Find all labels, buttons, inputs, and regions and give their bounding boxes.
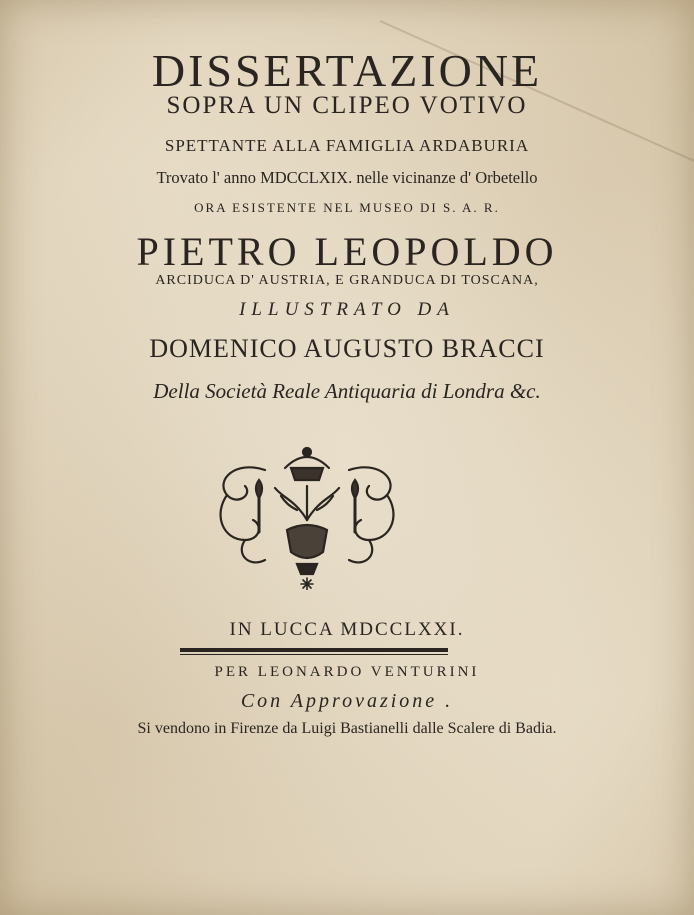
sale-note: Si vendono in Firenze da Luigi Bastianelli dalle Scalere di Badia. [137, 720, 557, 737]
title-family-line: SPETTANTE ALLA FAMIGLIA ARDABURIA [164, 136, 530, 155]
approval-note: Con Approvazione . [240, 690, 454, 712]
printers-ornament-icon [205, 440, 410, 590]
title-main: DISSERTAZIONE [151, 45, 543, 96]
title-patron-titles: ARCIDUCA D' AUSTRIA, E GRANDUCA DI TOSCANA, [155, 273, 539, 288]
rule-thick [180, 648, 448, 652]
author-name: DOMENICO AUGUSTO BRACCI [149, 334, 545, 363]
author-affiliation: Della Società Reale Antiquaria di Londra &c. [153, 379, 541, 403]
rule-thin [180, 654, 448, 655]
imprint-double-rule [180, 648, 448, 656]
title-illustrated-by: ILLUSTRATO DA [239, 299, 455, 320]
imprint-place-date: IN LUCCA MDCCLXXI. [229, 619, 465, 640]
title-museum-line: ORA ESISTENTE NEL MUSEO DI S. A. R. [194, 200, 500, 215]
title-found-line: Trovato l' anno MDCCLXIX. nelle vicinanze d' Orbetello [156, 168, 538, 187]
title-patron-name: PIETRO LEOPOLDO [136, 229, 558, 274]
printer-name: PER LEONARDO VENTURINI [214, 664, 480, 680]
title-subtitle: SOPRA UN CLIPEO VOTIVO [166, 92, 528, 119]
